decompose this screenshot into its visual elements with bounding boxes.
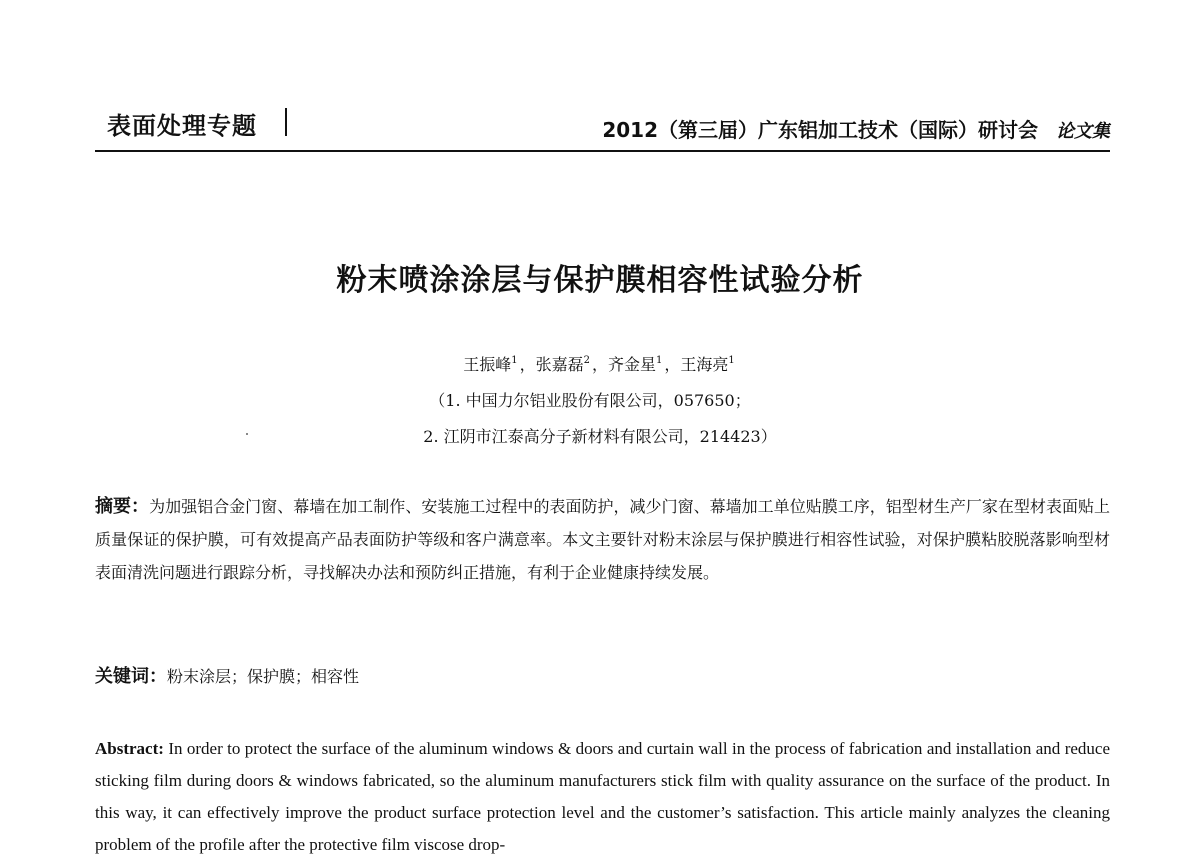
scan-speck xyxy=(246,433,248,435)
author-affiliation-mark: 1 xyxy=(728,355,735,366)
affiliation-1: （1. 中国力尔铝业股份有限公司，057650； xyxy=(429,391,751,410)
collection-label: 论文集 xyxy=(1056,121,1110,142)
abstract-en-label: Abstract: xyxy=(95,739,164,758)
author-name: 王振峰 xyxy=(463,355,512,374)
author-separator: ， xyxy=(519,355,536,374)
keywords-text: 粉末涂层；保护膜；相容性 xyxy=(167,667,360,686)
header-divider xyxy=(285,108,287,136)
paper-title: 粉末喷涂涂层与保护膜相容性试验分析 xyxy=(336,263,864,298)
abstract-en xyxy=(95,733,1110,861)
abstract-cn xyxy=(95,490,1110,589)
abstract-cn-label: 摘要： xyxy=(95,496,150,517)
conference-name: 2012（第三届）广东铝加工技术（国际）研讨会 xyxy=(602,118,1038,142)
author-affiliation-mark: 2 xyxy=(583,355,590,366)
author-name: 张嘉磊 xyxy=(535,355,584,374)
running-header xyxy=(95,100,1110,152)
affiliation-2: 2. 江阴市江泰高分子新材料有限公司，214423） xyxy=(423,427,777,446)
keywords xyxy=(95,660,1110,693)
author-affiliation-mark: 1 xyxy=(511,355,518,366)
keywords-label: 关键词： xyxy=(95,666,167,687)
abstract-cn-text: 为加强铝合金门窗、幕墙在加工制作、安装施工过程中的表面防护，减少门窗、幕墙加工单位贴膜工序，铝型材生产厂家在型材表面贴上质量保证的保护膜，可有效提高产品表面防护等级和客户满意率。本文主要针对粉末涂层与保护膜进行相容性试验，对保护膜粘胶脱落影响型材表面清洗问题进行跟踪分析，寻找解决办法和预防纠正措施，有利于企业健康持续发展。 xyxy=(95,497,1111,582)
author-separator: ， xyxy=(664,355,681,374)
author-name: 齐金星 xyxy=(608,355,657,374)
author-list xyxy=(0,352,1200,375)
section-label: 表面处理专题 xyxy=(107,112,257,140)
author-name: 王海亮 xyxy=(680,355,729,374)
conference-heading xyxy=(602,114,1110,143)
author-affiliation-mark: 1 xyxy=(656,355,663,366)
abstract-en-text: In order to protect the surface of the aluminum windows & doors and curtain wall in the process of fabrication and installation and reduce sticking film during doors & windows fabricated, so the aluminum manufacturers stick film with quality assurance on the surface of the product. In this way, it can effectively improve the product surface protection level and the customer’s satisfaction. This article mainly analyzes the cleaning problem of the profile after the protective film viscose drop- xyxy=(95,739,1110,854)
author-separator: ， xyxy=(591,355,608,374)
